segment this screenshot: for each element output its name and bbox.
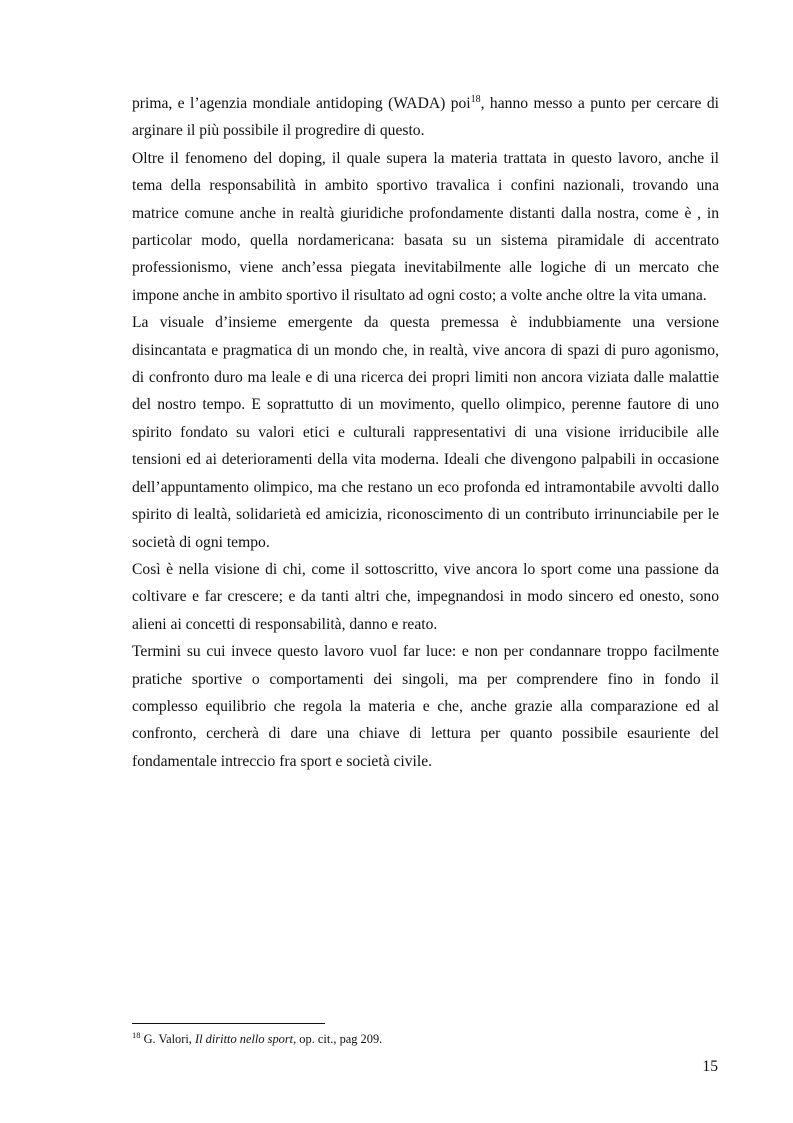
paragraph-1-text-before-note: prima, e l’agenzia mondiale antidoping (WADA) poi [132,95,471,112]
paragraph-1-text-after-note: , hanno messo a punto per cercare di arginare il più possibile il progredire di questo. [132,95,719,140]
footnote-citation: , op. cit., pag 209. [293,1032,383,1046]
footnote-author: G. Valori, [140,1032,195,1046]
footnote-number: 18 [132,1030,141,1040]
paragraph-2: Oltre il fenomeno del doping, il quale supera la materia trattata in questo lavoro, anche il tema della responsabilità in ambito sportivo travalica i confini nazionali, trovando una matrice comune anche in realtà giuridiche profondamente distanti dalla nostra, come è , in particolar modo, quella nordamericana: basata su un sistema piramidale di accentrato professionismo, viene anch’essa piegata inevitabilmente alle logiche di un mercato che impone anche in ambito sportivo il risultato ad ogni costo; a volte anche oltre la vita umana. [132,149,719,304]
paragraph-5: Termini su cui invece questo lavoro vuol far luce: e non per condannare troppo facilmente pratiche sportive o comportamenti dei singoli, ma per comprendere fino in fondo il complesso equilibrio che regola la materia e che, anche grazie alla comparazione ed al confronto, cercherà di dare una chiave di lettura per quanto possibile esauriente del fondamentale intreccio fra sport e società civile. [132,643,719,770]
footnote-reference-18: 18 [470,94,481,105]
footnote-title: Il diritto nello sport [195,1032,294,1046]
paragraph-3: La visuale d’insieme emergente da questa premessa è indubbiamente una versione disincantata e pragmatica di un mondo che, in realtà, vive ancora di spazi di puro agonismo, di confronto duro ma leale e di una ricerca dei propri limiti non ancora viziata dalle malattie del nostro tempo. E soprattutto di un movimento, quello olimpico, perenne fautore di uno spirito fondato su valori etici e culturali rappresentativi di una visione irriducibile alle tensioni ed ai deterioramenti della vita moderna. Ideali che divengono palpabili in occasione dell’appuntamento olimpico, ma che restano un eco profonda ed intramontabile avvolti dallo spirito di lealtà, solidarietà ed amicizia, riconoscimento di un contributo irrinunciabile per le società di ogni tempo. [132,314,719,551]
paragraph-4: Così è nella visione di chi, come il sottoscritto, vive ancora lo sport come una passione da coltivare e far crescere; e da tanti altri che, impegnandosi in modo sincero ed onesto, sono alieni ai concetti di responsabilità, danno e reato. [132,560,719,633]
paragraph-1 [132,90,719,145]
page-number: 15 [702,1058,718,1075]
footnote-separator [132,1023,325,1024]
footnote-18 [132,1031,382,1047]
body-text [132,90,719,775]
